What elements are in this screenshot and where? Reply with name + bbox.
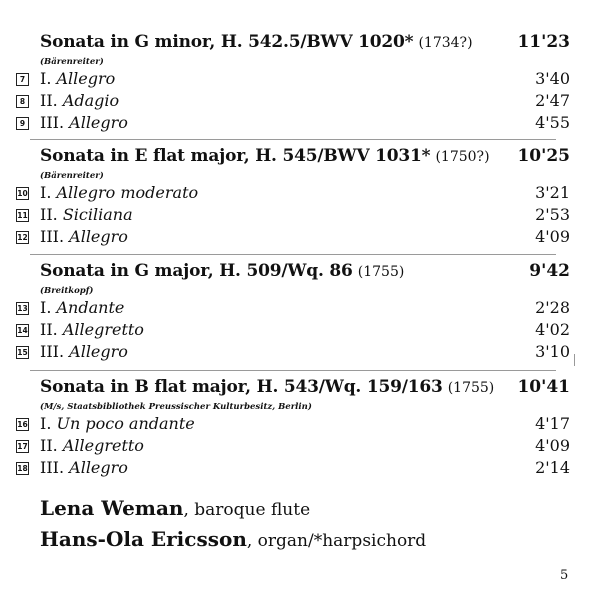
performer-role: , baroque flute bbox=[183, 500, 311, 520]
track-number-box: 10 bbox=[17, 189, 28, 198]
movement-roman: III. bbox=[40, 458, 65, 477]
sonata-total-duration: 10'25 bbox=[517, 146, 570, 166]
sonata-header bbox=[16, 146, 570, 170]
sonata-publisher: (Breitkopf) bbox=[40, 286, 94, 296]
track-number-box: 7 bbox=[16, 73, 29, 86]
movement-label bbox=[40, 226, 128, 248]
track-number-box: 13 bbox=[17, 304, 28, 313]
movement-row bbox=[16, 182, 570, 204]
movement-row bbox=[16, 435, 570, 457]
movement-label bbox=[40, 319, 144, 341]
movement-label bbox=[40, 112, 128, 134]
movement-duration: 4'09 bbox=[535, 227, 570, 246]
movement-duration: 2'28 bbox=[535, 298, 570, 317]
track-number-box: 8 bbox=[16, 95, 29, 108]
movement-name: Allegro bbox=[69, 227, 128, 246]
movement-label bbox=[40, 457, 128, 479]
movement-duration: 2'53 bbox=[535, 205, 570, 224]
movement-row bbox=[16, 341, 570, 363]
track-number-box: 17 bbox=[17, 442, 28, 451]
movement-name: Andante bbox=[56, 298, 125, 317]
track-number-box: 16 bbox=[17, 420, 28, 429]
sonata-header bbox=[16, 377, 570, 401]
margin-tick bbox=[574, 354, 575, 366]
movement-row bbox=[16, 319, 570, 341]
track-number-box: 9 bbox=[16, 117, 29, 130]
movement-name: Siciliana bbox=[62, 205, 133, 224]
movement-name: Allegro moderato bbox=[56, 183, 199, 202]
movement-row bbox=[16, 68, 570, 90]
movement-roman: III. bbox=[40, 342, 65, 361]
movement-roman: II. bbox=[40, 436, 58, 455]
movement-row bbox=[16, 297, 570, 319]
movement-label bbox=[40, 68, 115, 90]
performer-line-1 bbox=[40, 496, 310, 520]
movement-duration: 4'02 bbox=[535, 320, 570, 339]
movement-name: Allegretto bbox=[62, 436, 144, 455]
movement-row bbox=[16, 204, 570, 226]
movement-roman: I. bbox=[40, 298, 52, 317]
sonata-publisher: (Bärenreiter) bbox=[40, 171, 104, 181]
movement-duration: 3'21 bbox=[535, 183, 570, 202]
sonata-total-duration: 11'23 bbox=[517, 32, 570, 52]
movement-roman: II. bbox=[40, 205, 58, 224]
movement-duration: 2'14 bbox=[535, 458, 570, 477]
movement-duration: 4'17 bbox=[535, 414, 570, 433]
track-number-box: 18 bbox=[17, 464, 28, 473]
track-number-box: 14 bbox=[17, 326, 28, 335]
sonata-total-duration: 10'41 bbox=[517, 377, 570, 397]
sonata-publisher: (M/s, Staatsbibliothek Preussischer Kulturbesitz, Berlin) bbox=[40, 402, 312, 412]
sonata-year: (1750?) bbox=[435, 149, 490, 165]
movement-row bbox=[16, 413, 570, 435]
movement-label bbox=[40, 182, 198, 204]
sonata-year: (1734?) bbox=[418, 35, 473, 51]
sonata-title: Sonata in B flat major, H. 543/Wq. 159/163 bbox=[40, 377, 443, 397]
movement-duration: 2'47 bbox=[535, 91, 570, 110]
movement-roman: III. bbox=[40, 227, 65, 246]
performer-role: , organ/*harpsichord bbox=[246, 531, 427, 551]
movement-label bbox=[40, 413, 195, 435]
track-number-box: 12 bbox=[17, 233, 28, 242]
section-divider bbox=[30, 139, 556, 140]
track-number-box: 15 bbox=[17, 348, 28, 357]
movement-name: Allegretto bbox=[62, 320, 144, 339]
movement-row bbox=[16, 226, 570, 248]
movement-name: Allegro bbox=[56, 69, 116, 88]
performer-line-2 bbox=[40, 527, 426, 551]
movement-roman: II. bbox=[40, 320, 58, 339]
sonata-publisher: (Bärenreiter) bbox=[40, 57, 104, 67]
movement-duration: 4'55 bbox=[535, 113, 570, 132]
movement-roman: I. bbox=[40, 414, 52, 433]
movement-roman: III. bbox=[40, 113, 65, 132]
movement-roman: II. bbox=[40, 91, 58, 110]
movement-name: Allegro bbox=[69, 113, 128, 132]
movement-row bbox=[16, 90, 570, 112]
track-number-box: 11 bbox=[17, 211, 28, 220]
movement-row bbox=[16, 112, 570, 134]
sonata-year: (1755) bbox=[447, 380, 495, 396]
movement-roman: I. bbox=[40, 183, 52, 202]
movement-name: Un poco andante bbox=[56, 414, 195, 433]
movement-roman: I. bbox=[40, 69, 52, 88]
section-divider bbox=[30, 370, 556, 371]
movement-row bbox=[16, 457, 570, 479]
sonata-block-2 bbox=[16, 146, 570, 248]
movement-label bbox=[40, 341, 128, 363]
sonata-block-3 bbox=[16, 261, 570, 363]
sonata-header bbox=[16, 32, 570, 56]
movement-name: Allegro bbox=[69, 342, 128, 361]
movement-name: Allegro bbox=[69, 458, 128, 477]
movement-label bbox=[40, 90, 119, 112]
sonata-header bbox=[16, 261, 570, 285]
sonata-total-duration: 9'42 bbox=[529, 261, 570, 281]
sonata-block-1 bbox=[16, 32, 570, 134]
sonata-year: (1755) bbox=[357, 264, 405, 280]
sonata-block-4 bbox=[16, 377, 570, 479]
performer-name: Hans-Ola Ericsson bbox=[40, 527, 247, 551]
movement-duration: 4'09 bbox=[535, 436, 570, 455]
movement-name: Adagio bbox=[62, 91, 120, 110]
movement-label bbox=[40, 297, 124, 319]
section-divider bbox=[30, 254, 556, 255]
performer-name: Lena Weman bbox=[40, 496, 184, 520]
movement-label bbox=[40, 435, 144, 457]
sonata-title: Sonata in G minor, H. 542.5/BWV 1020* bbox=[40, 32, 414, 52]
page-number: 5 bbox=[560, 568, 569, 583]
sonata-title: Sonata in G major, H. 509/Wq. 86 bbox=[40, 261, 353, 281]
movement-label bbox=[40, 204, 133, 226]
movement-duration: 3'10 bbox=[535, 342, 570, 361]
movement-duration: 3'40 bbox=[535, 69, 570, 88]
sonata-title: Sonata in E flat major, H. 545/BWV 1031* bbox=[40, 146, 431, 166]
